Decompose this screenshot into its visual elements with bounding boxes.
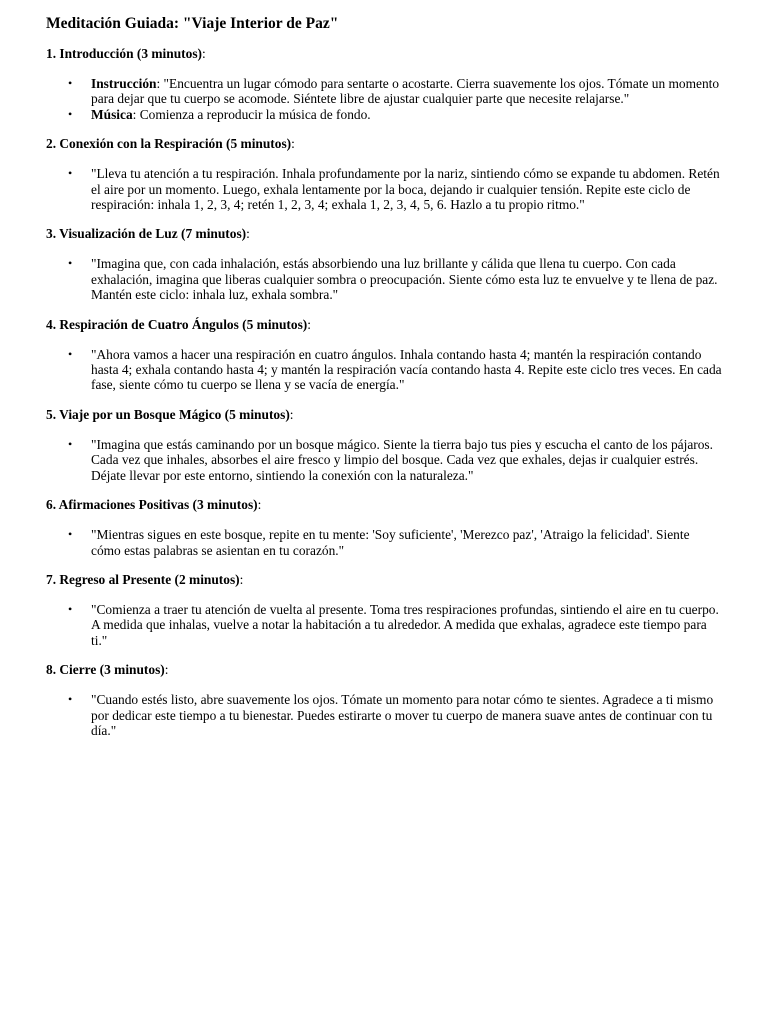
section-heading: 6. Afirmaciones Positivas (3 minutos): <box>46 497 262 513</box>
item-text: "Mientras sigues en este bosque, repite en tu mente: 'Soy suficiente', 'Merezco paz', 'Atraigo la felicidad'. Siente cómo estas palabras se asientan en tu corazón." <box>91 527 690 558</box>
section-list <box>46 166 722 212</box>
section-heading: 3. Visualización de Luz (7 minutos): <box>46 226 250 242</box>
section-list <box>46 527 722 558</box>
item-text: "Comienza a traer tu atención de vuelta al presente. Toma tres respiraciones profundas, sintiendo el aire en tu cuerpo. A medida que inhalas, vuelve a notar la habitación a tu alrededor. A medida que exhalas, agradece este tiempo para ti." <box>91 601 719 648</box>
section-list <box>46 602 722 648</box>
section-4 <box>46 317 722 393</box>
list-item <box>91 347 722 393</box>
item-text: : "Encuentra un lugar cómodo para sentarte o acostarte. Cierra suavemente los ojos. Tómate un momento para dejar que tu cuerpo se acomode. Siéntete libre de ajustar cualquier parte que necesite relajarse." <box>91 76 720 107</box>
section-list <box>46 692 722 738</box>
section-3 <box>46 226 722 302</box>
item-text: "Ahora vamos a hacer una respiración en cuatro ángulos. Inhala contando hasta 4; mantén la respiración contando hasta 4; exhala contando hasta 4; y mantén la respiración vacía contando hasta 4. Repite este ciclo tres veces. En cada fase, siente cómo tu cuerpo se llena y se vacía de energía." <box>91 346 722 393</box>
section-heading: 2. Conexión con la Respiración (5 minutos): <box>46 136 295 152</box>
section-list <box>46 347 722 393</box>
section-8 <box>46 662 722 738</box>
section-heading: 7. Regreso al Presente (2 minutos): <box>46 571 244 587</box>
section-list <box>46 437 722 483</box>
section-6 <box>46 497 722 558</box>
section-5 <box>46 407 722 483</box>
section-2 <box>46 136 722 212</box>
item-label: Música <box>91 106 133 122</box>
list-item <box>91 437 722 483</box>
item-label: Instrucción <box>91 76 157 91</box>
item-text: "Imagina que, con cada inhalación, estás absorbiendo una luz brillante y cálida que llena tu cuerpo. Con cada exhalación, imagina que liberas cualquier sombra o preocupación. Siente cómo esta luz te envuelve y te llena de paz. Mantén este ciclo: inhala luz, exhala sombra." <box>91 256 718 303</box>
list-item <box>91 256 722 302</box>
list-item <box>91 692 722 738</box>
section-heading: 5. Viaje por un Bosque Mágico (5 minutos): <box>46 406 294 422</box>
section-list <box>46 76 722 122</box>
item-text: "Imagina que estás caminando por un bosque mágico. Siente la tierra bajo tus pies y escucha el canto de los pájaros. Cada vez que inhales, absorbes el aire fresco y limpio del bosque. Cada vez que exhales, dejas ir cualquier estrés. Déjate llevar por este entorno, sintiendo la conexión con la naturaleza." <box>91 436 713 483</box>
section-1 <box>46 46 722 122</box>
list-item <box>91 602 722 648</box>
list-item <box>91 527 722 558</box>
document-title: Meditación Guiada: "Viaje Interior de Paz" <box>46 15 339 32</box>
item-text: "Lleva tu atención a tu respiración. Inhala profundamente por la nariz, sintiendo cómo se expande tu abdomen. Retén el aire por un momento. Luego, exhala lentamente por la boca, dejando ir cualquier tensión. Repite este ciclo de respiración: inhala 1, 2, 3, 4; retén 1, 2, 3, 4; exhala 1, 2, 3, 4, 5, 6. Hazlo a tu propio ritmo." <box>91 166 720 213</box>
list-item <box>91 107 722 122</box>
section-7 <box>46 572 722 648</box>
section-heading: 1. Introducción (3 minutos): <box>46 46 206 61</box>
section-heading: 4. Respiración de Cuatro Ángulos (5 minutos): <box>46 316 311 332</box>
section-heading: 8. Cierre (3 minutos): <box>46 662 169 678</box>
section-list <box>46 256 722 302</box>
item-text: "Cuando estés listo, abre suavemente los ojos. Tómate un momento para notar cómo te sientes. Agradece a ti mismo por dedicar este tiempo a tu bienestar. Puedes estirarte o mover tu cuerpo de manera suave antes de continuar con tu día." <box>91 692 714 738</box>
item-text: : Comienza a reproducir la música de fondo. <box>132 106 371 122</box>
list-item <box>91 76 722 107</box>
list-item <box>91 166 722 212</box>
